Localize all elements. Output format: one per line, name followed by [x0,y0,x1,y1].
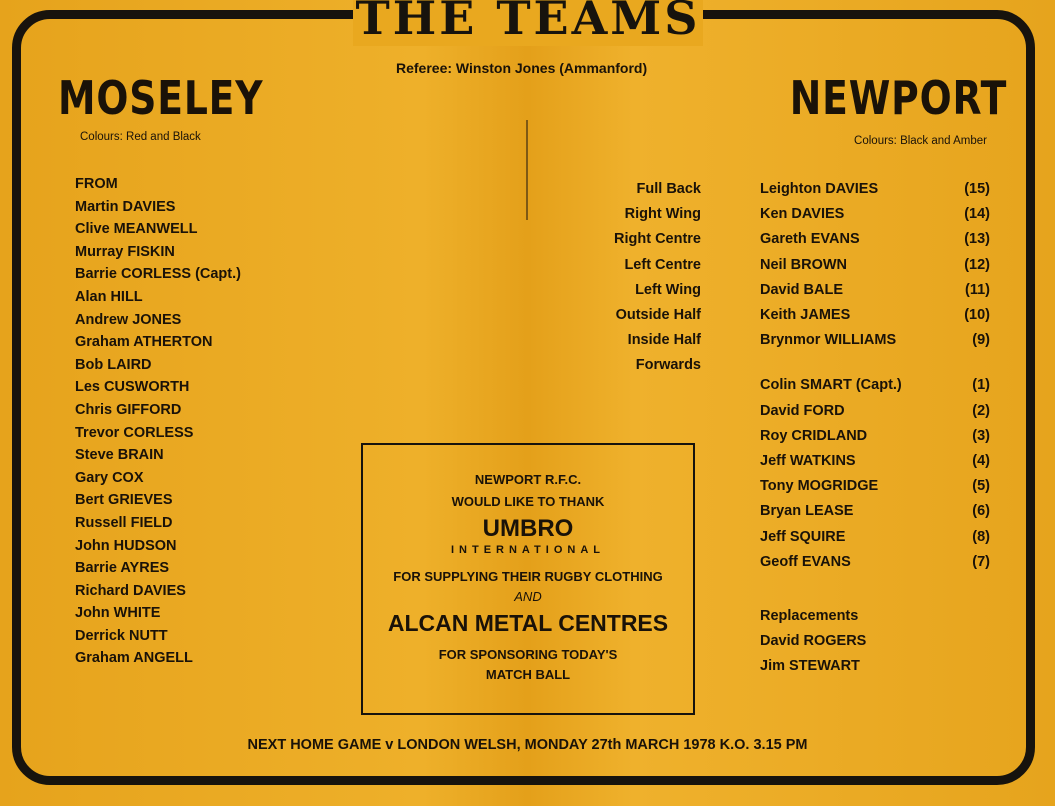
player-number: (5) [972,478,990,495]
player-number: (14) [964,206,990,223]
newport-player [760,227,990,252]
newport-player [760,278,990,303]
player-name: Brynmor WILLIAMS [760,332,897,349]
newport-player [760,424,990,449]
moseley-player: Bert GRIEVES [75,492,173,509]
newport-player [760,399,990,424]
moseley-player: Steve BRAIN [75,447,164,464]
newport-player [760,177,990,202]
player-name: Ken DAVIES [760,206,845,223]
newport-player [760,253,990,278]
player-number: (10) [964,307,990,324]
sponsor-matchball: MATCH BALL [485,667,571,682]
player-number: (6) [972,503,990,520]
player-number: (12) [964,256,990,273]
newport-player [760,449,990,474]
newport-player [760,499,990,524]
position-label: Inside Half [627,332,701,349]
player-name: Neil BROWN [760,256,847,273]
moseley-player: Gary COX [75,469,144,486]
player-name: David FORD [760,402,845,419]
moseley-player: Murray FISKIN [75,243,175,260]
moseley-player: Alan HILL [75,288,143,305]
newport-player [760,525,990,550]
sponsor-umbro: UMBRO [482,515,574,542]
position-label: Forwards [635,357,701,374]
newport-player [760,474,990,499]
position-label: Right Centre [614,231,701,248]
newport-replacements-list [760,604,866,679]
sponsor-supplying: FOR SUPPLYING THEIR RUGBY CLOTHING [393,569,663,584]
sponsor-line-thank: WOULD LIKE TO THANK [451,494,605,509]
moseley-player: Clive MEANWELL [75,221,198,238]
page-title: THE TEAMS [353,0,703,46]
replacement-item: David ROGERS [760,633,867,649]
sponsor-box [361,443,695,715]
player-name: Jeff WATKINS [760,453,856,470]
player-number: (11) [965,281,990,298]
moseley-player: Graham ATHERTON [75,334,213,351]
moseley-player: Trevor CORLESS [75,424,194,441]
player-name: Geoff EVANS [760,553,851,570]
center-fold [526,120,528,220]
player-name: Bryan LEASE [760,503,854,520]
next-home-game: NEXT HOME GAME v LONDON WELSH, MONDAY 27th MARCH 1978 K.O. 3.15 PM [247,737,808,753]
newport-positions-list [614,177,701,379]
moseley-title: MOSELEY [58,71,264,125]
moseley-player: Chris GIFFORD [75,401,182,418]
referee-text: Referee: Winston Jones (Ammanford) [396,60,648,76]
moseley-player: Les CUSWORTH [75,379,190,396]
moseley-player: Martin DAVIES [75,198,176,215]
newport-player [760,373,990,398]
newport-title: NEWPORT [789,71,1007,125]
player-name: Gareth EVANS [760,231,860,248]
replacement-item: Jim STEWART [760,658,860,674]
player-number: (3) [972,427,990,444]
moseley-player: John HUDSON [75,537,177,554]
position-label: Full Back [636,181,701,197]
moseley-player: John WHITE [75,605,161,622]
newport-player [760,550,990,575]
player-name: Roy CRIDLAND [760,427,868,444]
moseley-player: Barrie AYRES [75,560,170,577]
moseley-player: Richard DAVIES [75,582,186,599]
moseley-player: Derrick NUTT [75,627,168,644]
player-name: Jeff SQUIRE [760,528,846,545]
newport-player [760,303,990,328]
player-name: Leighton DAVIES [760,181,879,197]
position-label: Left Wing [635,281,701,298]
position-label: Right Wing [624,206,701,223]
player-number: (1) [972,377,990,394]
moseley-player: Graham ANGELL [75,650,193,667]
player-name: Tony MOGRIDGE [760,478,879,495]
position-label: Left Centre [624,256,701,273]
newport-colours: Colours: Black and Amber [854,135,987,147]
sponsor-alcan: ALCAN METAL CENTRES [387,610,669,636]
moseley-player: FROM [75,176,118,192]
sponsor-and: AND [514,589,542,604]
player-name: Colin SMART (Capt.) [760,377,902,394]
replacement-item: Replacements [760,608,859,624]
player-number: (15) [964,181,990,197]
player-name: David BALE [760,281,843,298]
moseley-colours: Colours: Red and Black [80,131,201,143]
moseley-player: Andrew JONES [75,311,182,328]
moseley-player: Russell FIELD [75,514,173,531]
sponsor-international: INTERNATIONAL [450,544,605,556]
sponsor-sponsoring: FOR SPONSORING TODAY'S [438,647,618,662]
moseley-player: Bob LAIRD [75,356,152,373]
player-number: (7) [972,553,990,570]
player-number: (9) [972,332,990,349]
moseley-player: Barrie CORLESS (Capt.) [75,266,241,283]
newport-players-list [760,177,990,575]
player-number: (4) [972,453,990,470]
newport-player [760,328,990,353]
moseley-squad-list [75,173,241,670]
player-name: Keith JAMES [760,307,851,324]
sponsor-line-club: NEWPORT R.F.C. [474,472,582,487]
player-number: (13) [964,231,990,248]
position-label: Outside Half [615,307,701,324]
newport-player [760,202,990,227]
player-number: (8) [972,528,990,545]
player-number: (2) [972,402,990,419]
